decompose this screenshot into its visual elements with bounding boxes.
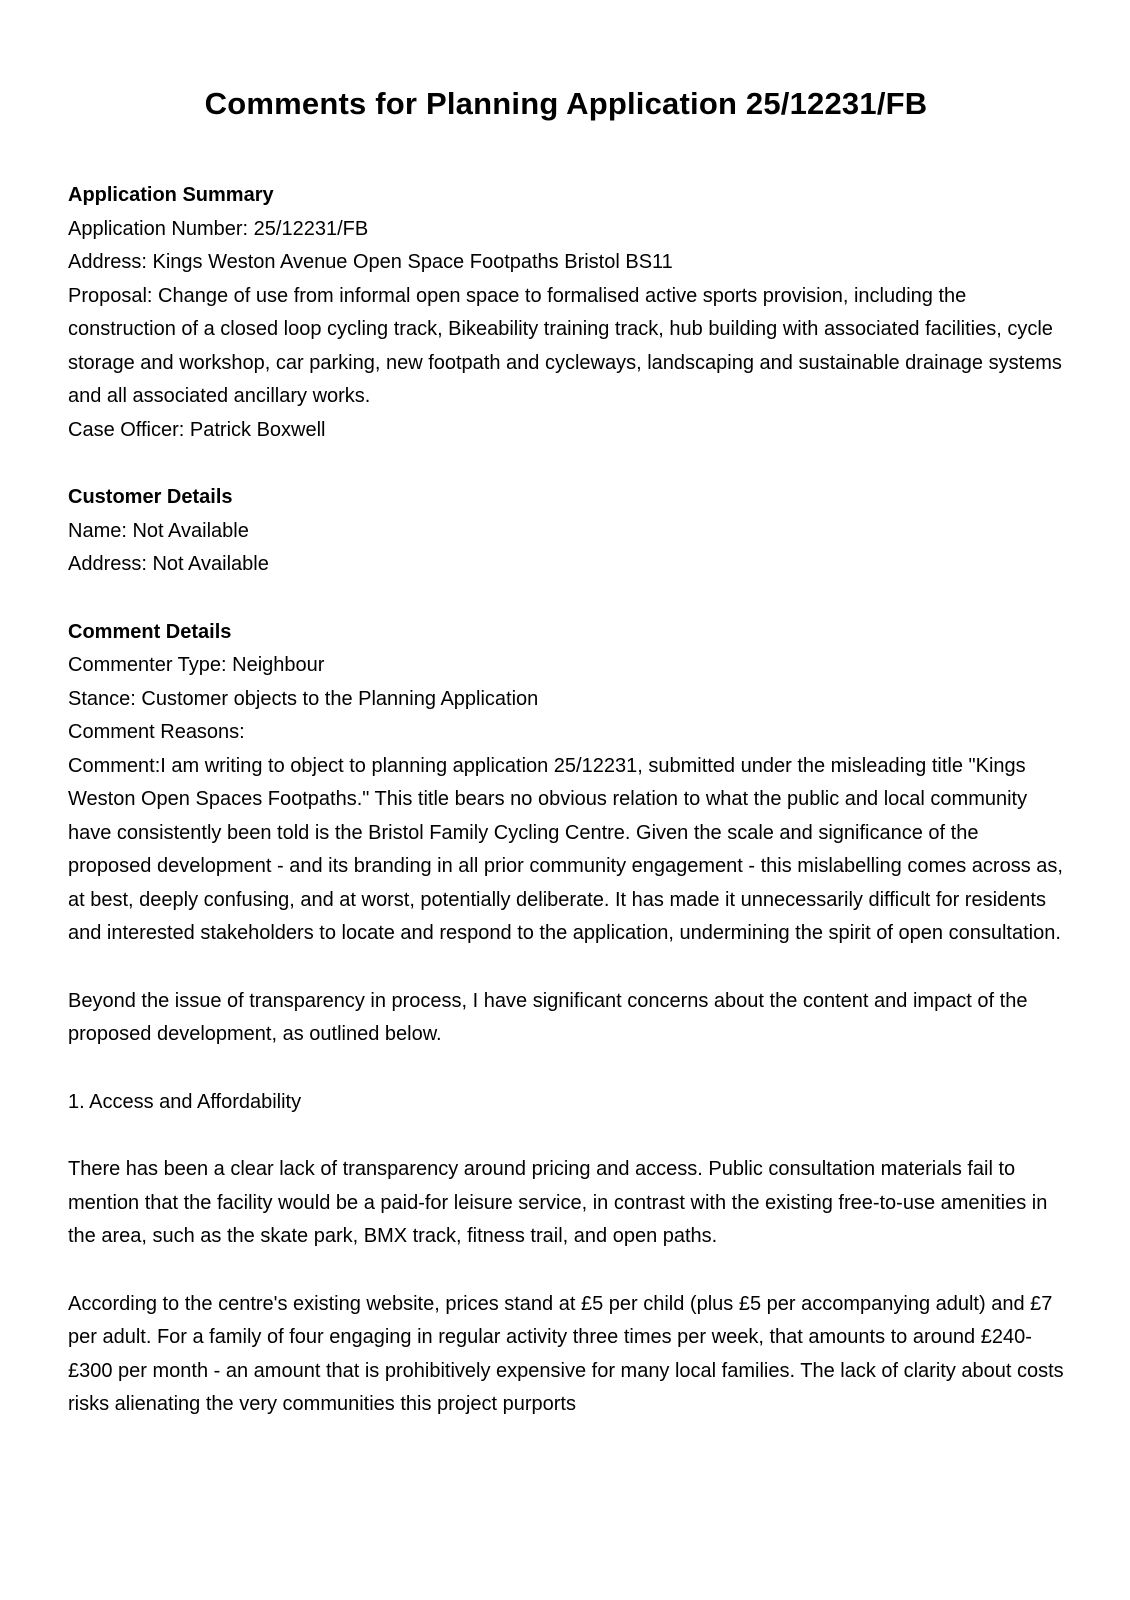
section-line: Application Number: 25/12231/FB: [68, 217, 369, 240]
section-line: Address: Not Available: [68, 553, 269, 575]
section-heading: Application Summary: [68, 184, 274, 206]
section: [68, 179, 1064, 447]
section-line: Proposal: Change of use from informal open space to formalised active sports provision, including the construction of a closed loop cycling track, Bikeability training track, hub building with associated facilities, cycle storage and workshop, car parking, new footpath and cycleways, landscaping and sustainable drainage systems and all associated ancillary works.: [68, 284, 1062, 407]
section: [68, 616, 1064, 951]
section-line: Address: Kings Weston Avenue Open Space Footpaths Bristol BS11: [68, 251, 673, 273]
section-line: Stance: Customer objects to the Planning Application: [68, 687, 539, 710]
sections-container: [68, 179, 1064, 951]
section-heading: Comment Details: [68, 620, 232, 643]
section-line: Commenter Type: Neighbour: [68, 654, 325, 676]
body-paragraphs-container: [68, 985, 1064, 1422]
section: [68, 481, 1064, 582]
body-paragraph: 1. Access and Affordability: [68, 1090, 302, 1113]
section-line: Name: Not Available: [68, 519, 249, 542]
section-line: Case Officer: Patrick Boxwell: [68, 418, 326, 441]
section-line: Comment:I am writing to object to planning application 25/12231, submitted under the misleading title "Kings Weston Open Spaces Footpaths." This title bears no obvious relation to what the public and local community have consistently been told is the Bristol Family Cycling Centre. Given the scale and significance of the proposed development - and its branding in all prior community engagement - this mislabelling comes across as, at best, deeply confusing, and at worst, potentially deliberate. It has made it unnecessarily difficult for residents and interested stakeholders to locate and respond to the application, undermining the spirit of open consultation.: [68, 754, 1063, 944]
section-heading: Customer Details: [68, 486, 233, 508]
body-paragraph: According to the centre's existing website, prices stand at £5 per child (plus £5 per accompanying adult) and £7 per adult. For a family of four engaging in regular activity three times per week, that amounts to around £240-£300 per month - an amount that is prohibitively expensive for many local families. The lack of clarity about costs risks alienating the very communities this project purports: [68, 1292, 1064, 1415]
body-paragraph: Beyond the issue of transparency in process, I have significant concerns about the content and impact of the proposed development, as outlined below.: [68, 989, 1028, 1045]
section-line: Comment Reasons:: [68, 721, 245, 743]
page-title: Comments for Planning Application 25/12231/FB: [204, 86, 928, 121]
body-paragraph: There has been a clear lack of transparency around pricing and access. Public consultation materials fail to mention that the facility would be a paid-for leisure service, in contrast with the existing free-to-use amenities in the area, such as the skate park, BMX track, fitness trail, and open paths.: [68, 1158, 1048, 1247]
